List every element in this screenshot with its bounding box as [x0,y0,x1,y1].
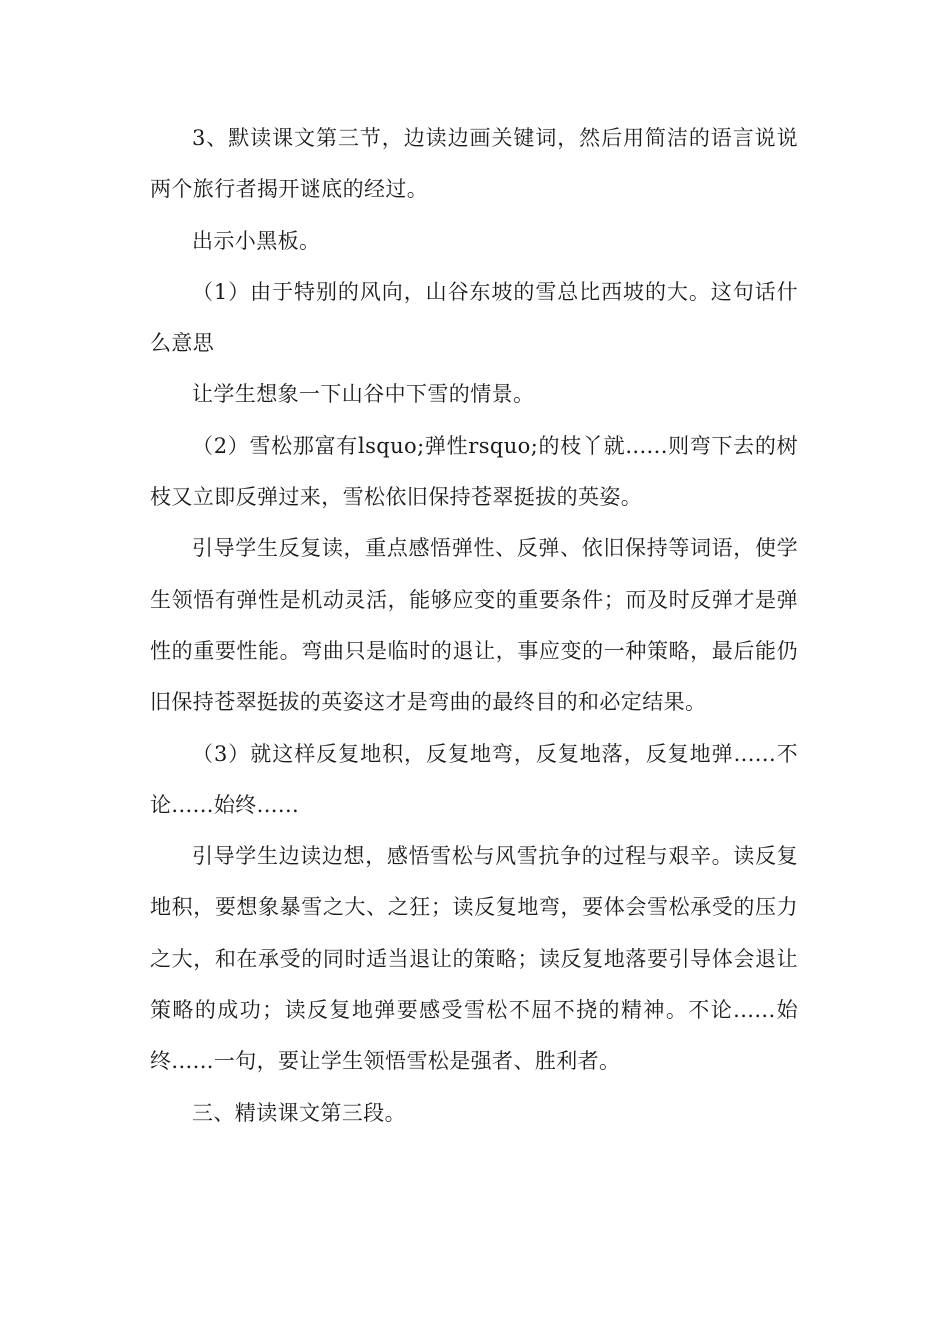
paragraph-question-3: （3）就这样反复地积，反复地弯，反复地落，反复地弹......不论......始终...... [150,741,798,817]
paragraph-imagine-snow: 让学生想象一下山谷中下雪的情景。 [192,382,535,407]
paragraph-section-three: 三、精读课文第三段。 [192,1100,406,1125]
paragraph-question-1: （1）由于特别的风向，山谷东坡的雪总比西坡的大。这句话什么意思 [150,279,798,356]
paragraph-question-2: （2）雪松那富有lsquo;弹性rsquo;的枝丫就......则弯下去的树枝又立即反弹过来，雪松依旧保持苍翠挺拔的英姿。 [150,433,798,510]
document-body [150,113,798,1139]
paragraph-guide-reading: 引导学生边读边想，感悟雪松与风雪抗争的过程与艰辛。读反复地积，要想象暴雪之大、之狂；读反复地弯，要体会雪松承受的压力之大，和在承受的同时适当退让的策略；读反复地落要引导体会退让策略的成功；读反复地弹要感受雪松不屈不挠的精神。不论......始终......一句，要让学生领悟雪松是强者、胜利者。 [150,844,798,1074]
paragraph-guide-elasticity: 引导学生反复读，重点感悟弹性、反弹、依旧保持等词语，使学生领悟有弹性是机动灵活，能够应变的重要条件；而及时反弹才是弹性的重要性能。弯曲只是临时的退让，事应变的一种策略，最后能仍旧保持苍翠挺拔的英姿这才是弯曲的最终目的和必定结果。 [150,536,798,715]
paragraph-step-3: 3、默读课文第三节，边读边画关键词，然后用简洁的语言说说两个旅行者揭开谜底的经过。 [150,126,798,202]
paragraph-show-blackboard: 出示小黑板。 [192,228,321,253]
